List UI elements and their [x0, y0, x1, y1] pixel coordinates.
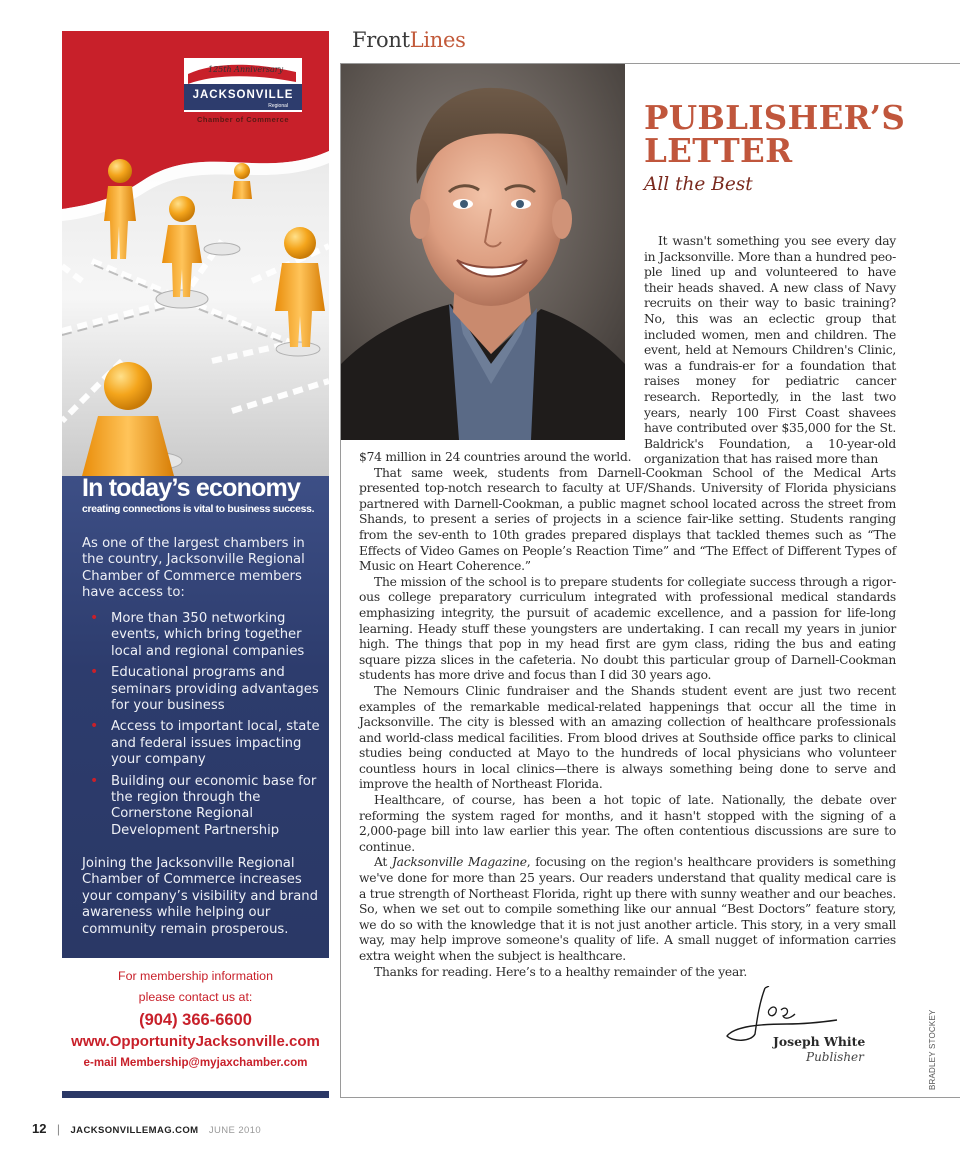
ad-benefit-item: • More than 350 networking events, which bring together local and regional companies	[90, 610, 305, 659]
ad-network-illustration	[62, 31, 329, 476]
article-paragraph: At Jacksonville Magazine, focusing on the region's healthcare providers is something we've done for more than 25 years. Our readers understand that quality medical care is a true strength of Northeast Florida, right up there with sunny weather and our beaches. So, when we set out to compile something like our annual “Best Doctors” feature story, we do so with the knowledge that it is not just another article. This story, in a very small way, may help improve someone's quality of life. A small nugget of information carries extra weight when the subject is healthcare.	[359, 855, 896, 963]
article-paragraph: The Nemours Clinic fundraiser and the Shands student event are just two recent examples of the remarkable medical-related happenings that occur all the time in Jacksonville. The city is blessed with an amazing collection of healthcare professionals and world-class medical facilities. From blood drives at Southside office parks to clinical studies being conducted at Mayo to the hundreds of local physicians who volunteer countless hours in local clinics—there is always something being done to serve and improve the health of Northeast Florida.	[359, 683, 896, 792]
ad-body	[62, 476, 329, 958]
article-paragraph: The mission of the school is to prepare students for collegiate success through a rigor-ous college preparatory curriculum integrated with professional medical standards emphasizing integrity, the pursuit of academic excellence, and a passion for life-long learning. Heady stuff these youngsters are undertaking. I can recall my years in junior high. The things that pop in my head first are gym class, riding the bus and eating square pizza slices in the cafeteria. No doubt this particular group of Darnell-Cookman students has more drive and focus than I did 30 years ago.	[359, 574, 896, 683]
publisher-photo	[341, 64, 625, 440]
page-number: 12	[32, 1121, 47, 1136]
bullet-icon: •	[90, 664, 99, 681]
logo-regional: Regional	[268, 103, 288, 109]
ad-website-link[interactable]: www.OpportunityJacksonville.com	[71, 1033, 320, 1050]
article-column-wide	[359, 450, 896, 980]
bullet-icon: •	[90, 718, 99, 735]
ad-email-link[interactable]: e-mail Membership@myjaxchamber.com	[83, 1056, 308, 1069]
footer-separator: |	[56, 1122, 61, 1136]
author-title: Publisher	[806, 1050, 864, 1064]
ad-benefit-item: • Access to important local, state and federal issues impacting your company	[90, 718, 320, 768]
article-column-top	[644, 234, 896, 468]
article-paragraph: $74 million in 24 countries around the world.	[359, 450, 632, 464]
logo-chamber: Chamber of Commerce	[196, 115, 290, 124]
bullet-icon: •	[90, 610, 99, 626]
footer-site[interactable]: JACKSONVILLEMAG.COM	[70, 1125, 199, 1136]
article-headline: PUBLISHER’S LETTER	[644, 98, 906, 170]
author-name: Joseph White	[773, 1034, 866, 1049]
logo-org-name: JACKSONVILLE	[192, 89, 294, 101]
ad-contact-line2: please contact us at:	[138, 990, 253, 1004]
article-paragraph: It wasn't something you see every day in Jacksonville. More than a hundred peo-ple lined up and volunteered to have their heads shaved. A new class of Navy recruits on their way to basic training? No, this was an eclectic group that included women, men and children. The event, held at Nemours Children's Clinic, was a fundrais-er for a foundation that raises money for pediatric cancer research. Reportedly, in the last two years, nearly 100 First Coast shavees have contributed over $35,000 for the St. Baldrick's Foundation, a 10-year-old organization that has raised more than	[644, 234, 896, 467]
section-title: FrontLines	[352, 28, 466, 52]
chamber-logo	[184, 58, 302, 128]
article-paragraph: Healthcare, of course, has been a hot topic of late. Nationally, the debate over reforming the system raged for months, and it hasn't stopped with the signing of a 2,000-page bill into law earlier this year. The often contentious discussions are sure to continue.	[359, 793, 896, 854]
ad-bottom-bar	[62, 1091, 329, 1098]
logo-anniversary: 125th Anniversary	[208, 65, 284, 74]
ad-headline: In today’s economy	[82, 474, 301, 502]
ad-subheadline: creating connections is vital to business success.	[82, 504, 315, 515]
article-paragraph: Thanks for reading. Here’s to a healthy remainder of the year.	[374, 964, 747, 979]
article-paragraph: That same week, students from Darnell-Cookman School of the Medical Arts presented top-notch research to faculty at UF/Shands. University of Florida physicians partnered with Darnell-Cookman, a public magnet school located across the street from Shands, to present a series of projects in a science fair-like setting. Students ranging from the sev-enth to 10th grades prepared displays that tackled themes such as “The Effects of Video Games on People’s Reaction Time” and “The Effect of Different Types of Music on Heart Coherence.”	[359, 465, 896, 574]
article-deck: All the Best	[644, 174, 753, 195]
ad-contact-block	[62, 966, 329, 1073]
photo-credit: BRADLEY STOCKEY	[928, 1009, 937, 1090]
ad-phone: (904) 366-6600	[139, 1011, 252, 1029]
ad-benefit-list	[82, 611, 322, 844]
page-footer	[32, 1120, 261, 1138]
ad-benefit-item: • Building our economic base for the region through the Cornerstone Regional Development Partnership	[90, 772, 317, 838]
svg-text:Joe	[725, 986, 751, 990]
ad-intro: As one of the largest chambers in the country, Jacksonville Regional Chamber of Commerce members have access to:	[82, 536, 305, 601]
footer-date: JUNE 2010	[208, 1125, 262, 1136]
ad-benefit-item: • Educational programs and seminars providing advantages for your business	[90, 664, 319, 714]
bullet-icon: •	[90, 772, 99, 789]
chamber-advertisement	[62, 31, 329, 1098]
ad-closing: Joining the Jacksonville Regional Chamber of Commerce increases your company’s visibility and brand awareness while helping our community remain prosperous.	[82, 856, 319, 937]
ad-contact-line1: For membership information	[118, 969, 273, 983]
